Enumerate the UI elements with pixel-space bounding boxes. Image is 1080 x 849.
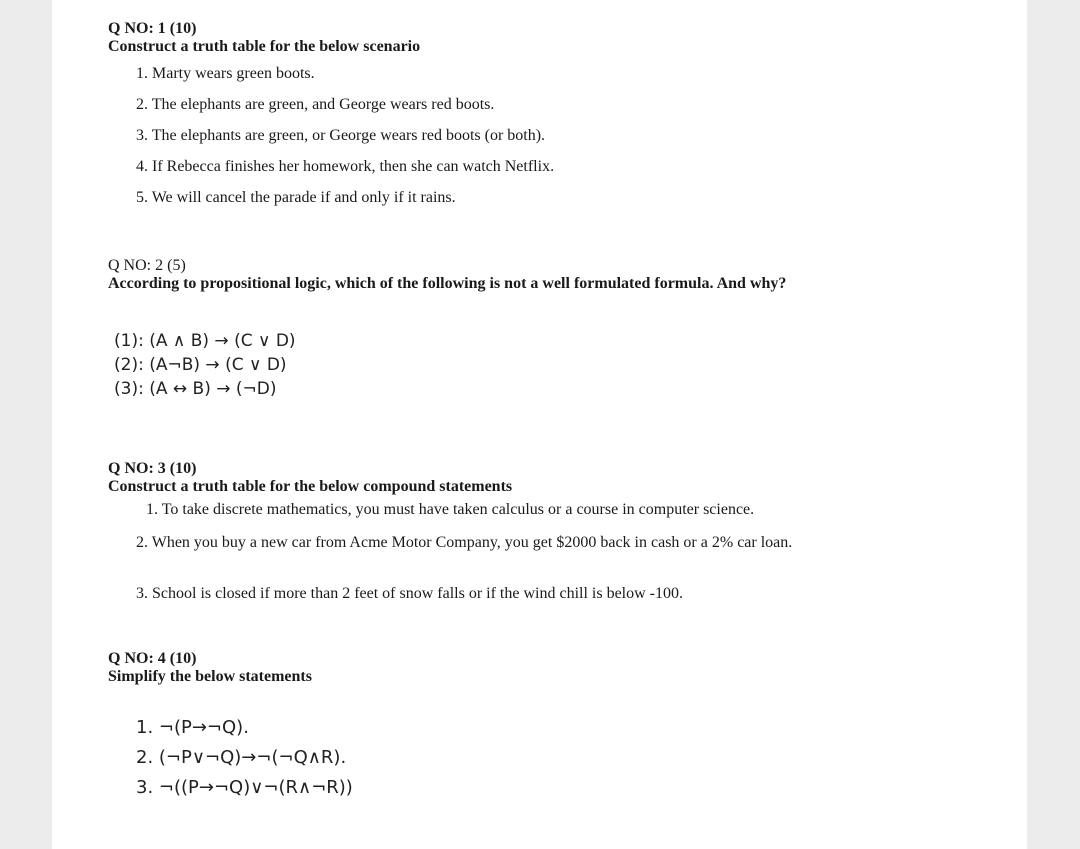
question-3 <box>108 460 888 602</box>
q4-item-2: 2. (¬P∨¬Q)→¬(¬Q∧R). <box>136 747 347 768</box>
q3-item-1: 1. To take discrete mathematics, you must have taken calculus or a course in computer science. <box>146 501 755 518</box>
question-2 <box>108 257 888 399</box>
question-3-title: Construct a truth table for the below compound statements <box>108 478 513 495</box>
question-1-header: Q NO: 1 (10) <box>108 20 197 37</box>
q1-item-2: 2. The elephants are green, and George wears red boots. <box>136 96 495 113</box>
q4-item-3: 3. ¬((P→¬Q)∨¬(R∧¬R)) <box>136 777 353 798</box>
q3-item-2-text: 2. When you buy a new car from Acme Motor Company, you get $2000 back in cash or a 2% car loan. <box>136 534 793 551</box>
question-2-header: Q NO: 2 (5) <box>108 257 186 274</box>
q1-item-4: 4. If Rebecca finishes her homework, then she can watch Netflix. <box>136 158 555 175</box>
q1-item-1: 1. Marty wears green boots. <box>136 65 315 82</box>
question-3-header: Q NO: 3 (10) <box>108 460 197 477</box>
q2-formula-2: (2): (A¬B) → (C ∨ D) <box>114 355 287 375</box>
question-4 <box>108 650 868 798</box>
q3-item-2 <box>136 533 866 553</box>
question-1 <box>108 20 868 206</box>
question-4-header: Q NO: 4 (10) <box>108 650 197 667</box>
q1-item-5: 5. We will cancel the parade if and only if it rains. <box>136 189 456 206</box>
q1-item-3: 3. The elephants are green, or George wears red boots (or both). <box>136 127 546 144</box>
q2-formula-1: (1): (A ∧ B) → (C ∨ D) <box>114 331 296 351</box>
question-4-title: Simplify the below statements <box>108 668 312 685</box>
q3-item-3: 3. School is closed if more than 2 feet of snow falls or if the wind chill is below -100. <box>136 585 684 602</box>
q4-item-1: 1. ¬(P→¬Q). <box>136 717 249 738</box>
q2-formula-3: (3): (A ↔ B) → (¬D) <box>114 379 277 399</box>
question-1-title: Construct a truth table for the below scenario <box>108 38 421 55</box>
question-2-title: According to propositional logic, which of the following is not a well formulated formula. And why? <box>108 275 787 292</box>
